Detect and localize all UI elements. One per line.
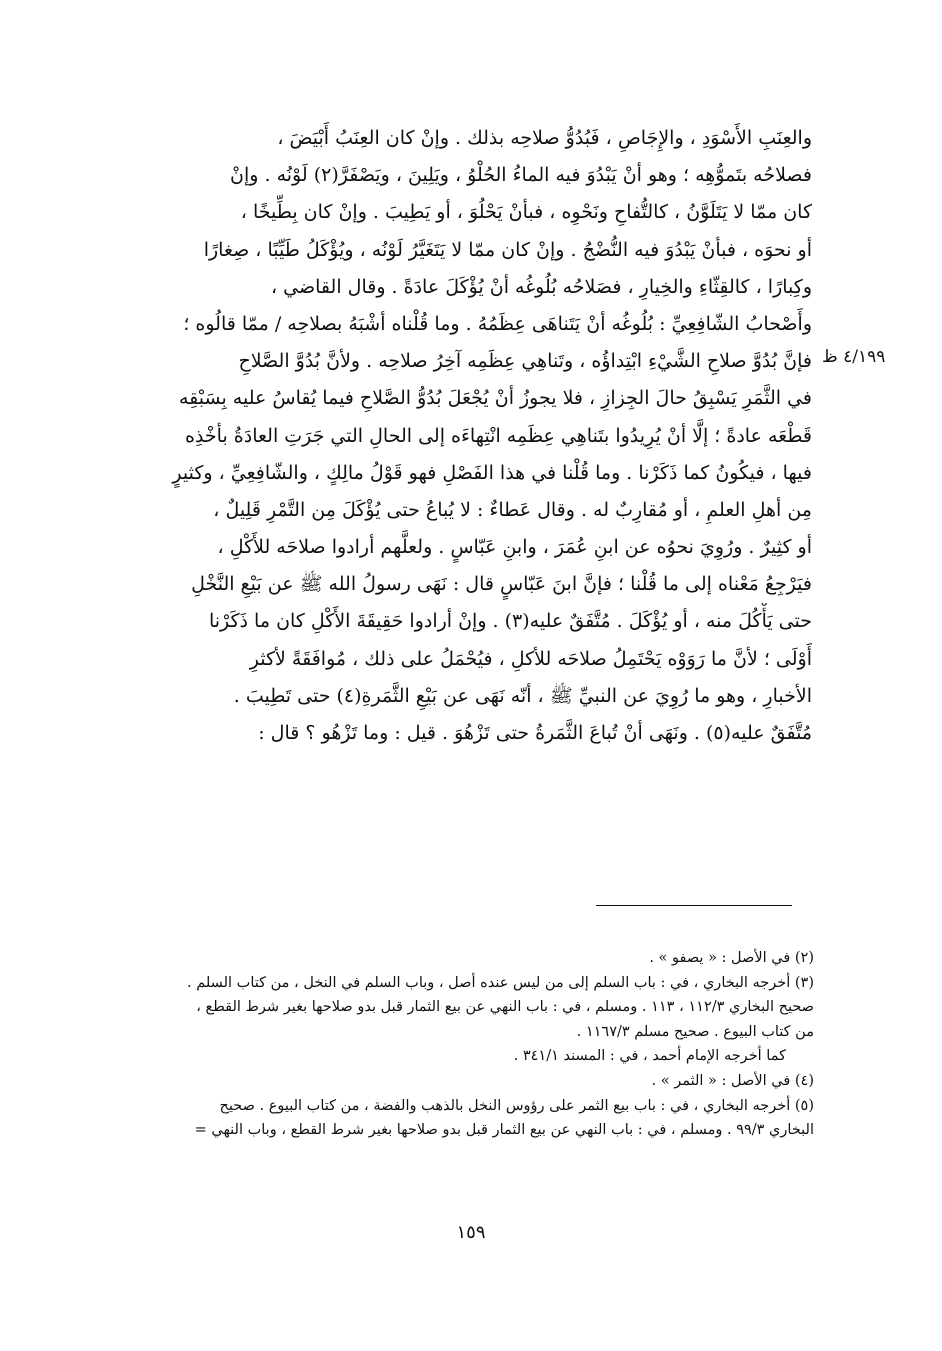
text-line: في الثَّمَرِ يَسْبِقُ حالَ الجِزازِ ، فلا يجوزُ أنْ يُجْعَلَ بُدُوُّ الصَّلاحِ فيما يُقاسُ عليه بِسَبْقِه xyxy=(178,387,812,410)
footnote-line: (٢) في الأصل : « يصفو » . xyxy=(649,950,814,966)
footnote-line: كما أخرجه الإمام أحمد ، في : المسند ٣٤١/١ . xyxy=(513,1048,786,1065)
footnote-line: من كتاب البيوع . صحيح مسلم ١١٦٧/٣ . xyxy=(576,1023,814,1040)
footnote-line: (٤) في الأصل : « الثمر » . xyxy=(651,1072,814,1089)
text-line: مِن أهلِ العلمِ ، أو مُقارِبٌ له . وقال عَطاءٌ : لا يُباعُ حتى يُؤْكَلَ مِن التَّمْرِ قَلِيلٌ ، xyxy=(213,498,812,521)
text-line: فيها ، فيكُونُ كما ذَكَرْنا . وما قُلْنا في هذا الفَصْلِ فهو قَوْلُ مالِكٍ ، والشّافِعِيِّ ، وكثيرٍ xyxy=(172,461,812,484)
footnotes-block xyxy=(100,946,814,1143)
text-line: حتى يَأْكُلَ منه ، أو يُؤْكَلَ . مُتَّفَقٌ عليه(٣) . وإنْ أرادوا حَقِيقَةَ الأَكْلِ كان ما ذَكَرْنا xyxy=(208,610,812,633)
footnote-line: (٣) أخرجه البخاري ، في : باب السلم إلى من ليس عنده أصل ، وباب السلم في النخل ، من كتاب السلم . xyxy=(187,974,814,991)
text-line: مُتَّفَقٌ عليه(٥) . ونَهَى أنْ تُباعَ الثَّمَرةُ حتى تَزْهُوَ . قيل : وما تَزْهُو ؟ قال : xyxy=(258,722,812,744)
footnote-line: صحيح البخاري ١١٢/٣ ، ١١٣ . ومسلم ، في : باب النهي عن بيع الثمار قبل بدو صلاحها بغير شرط القطع ، xyxy=(196,999,814,1016)
text-line: أو نحوَه ، فبأنْ يَبْدُوَ فيه النُّضْجُ . وإنْ كان ممّا لا يَتَغَيَّرُ لَوْنُه ، ويُؤْكَلُ طَيِّبًا ، صِغارًا xyxy=(203,238,812,261)
text-line: فيَرْجِعُ مَعْناه إلى ما قُلْنا ؛ فإنَّ ابنَ عَبّاسٍ قال : نَهَى رسولُ الله ﷺ عن بَيْعِ النَّخْلِ xyxy=(191,573,812,596)
text-line: فصلاحُه بتَموُّهِه ؛ وهو أنْ يَبْدُوَ فيه الماءُ الحُلْوُ ، ويَلِينَ ، ويَصْفَرَّ(٢) لَوْنُه . وإنْ xyxy=(230,164,812,187)
text-line: قَطْعَه عادةً ؛ إلَّا أنْ يُرِيدُوا بتَناهِي عِظَمِه انْتِهاءَه إلى الحالِ التي جَرَتِ العادَةُ بأخْذِه xyxy=(185,424,812,447)
footnote-line: (٥) أخرجه البخاري ، في : باب بيع الثمر على رؤوس النخل بالذهب والفضة ، من كتاب البيوع . صحيح xyxy=(219,1097,814,1114)
footnote-line: البخاري ٩٩/٣ . ومسلم ، في : باب النهي عن بيع الثمار قبل بدو صلاحها بغير شرط القطع ، وباب النهي = xyxy=(194,1122,814,1139)
text-line: فإنَّ بُدُوَّ صلاحِ الشَّيْءِ ابْتِداؤُه ، وتَناهِي عِظَمِه آخِرُ صلاحِه . ولأنَّ بُدُوَّ الصَّلاحِ xyxy=(238,350,812,373)
text-line: كان ممّا لا يَتَلَوَّنُ ، كالتُّفاحِ ونَحْوِه ، فبأنْ يَحْلُوَ ، أو يَطِيبَ . وإنْ كان بِطِّيخًا ، xyxy=(240,201,812,224)
text-line: وكِبارًا ، كالقِثّاءِ والخِيارِ ، فصَلاحُه بُلُوغُه أنْ يُؤْكَلَ عادَةً . وقال القاضي ، xyxy=(271,275,812,298)
text-line: أَوْلَى ؛ لأنَّ ما رَوَوْه يَحْتَمِلُ صلاحَه للأكلِ ، فيُحْمَلُ على ذلك ، مُوافَقَةً لأكثرِ xyxy=(249,647,812,670)
margin-page-reference: ٤/١٩٩ ظ xyxy=(822,347,886,367)
text-line: وأَصْحابُ الشّافِعِيِّ : بُلُوغُه أنْ يَتَناهَى عِظَمُهُ . وما قُلْناه أشْبَهُ بصلاحِه / ممّا قالُوه ؛ xyxy=(183,312,812,335)
text-line: الأخبارِ ، وهو ما رُوِيَ عن النبيِّ ﷺ ، أنّه نَهَى عن بَيْعِ الثَّمَرةِ(٤) حتى تَطِيبَ . xyxy=(233,684,812,707)
page-number: ١٥٩ xyxy=(456,1222,486,1243)
text-line: والعِنَبِ الأَسْوَدِ ، والإِجَاصِ ، فَبُدُوُّ صلاحِه بذلك . وإنْ كان العِنَبُ أَبْيَضَ ، xyxy=(277,127,812,149)
text-line: أو كثِيرٌ . ورُوِيَ نحوُه عن ابنِ عُمَرَ ، وابنِ عَبّاسٍ . ولعلَّهم أرادوا صلاحَه للأَكْلِ ، xyxy=(217,536,812,559)
footnote-separator xyxy=(596,905,792,906)
main-text-block xyxy=(112,120,812,752)
